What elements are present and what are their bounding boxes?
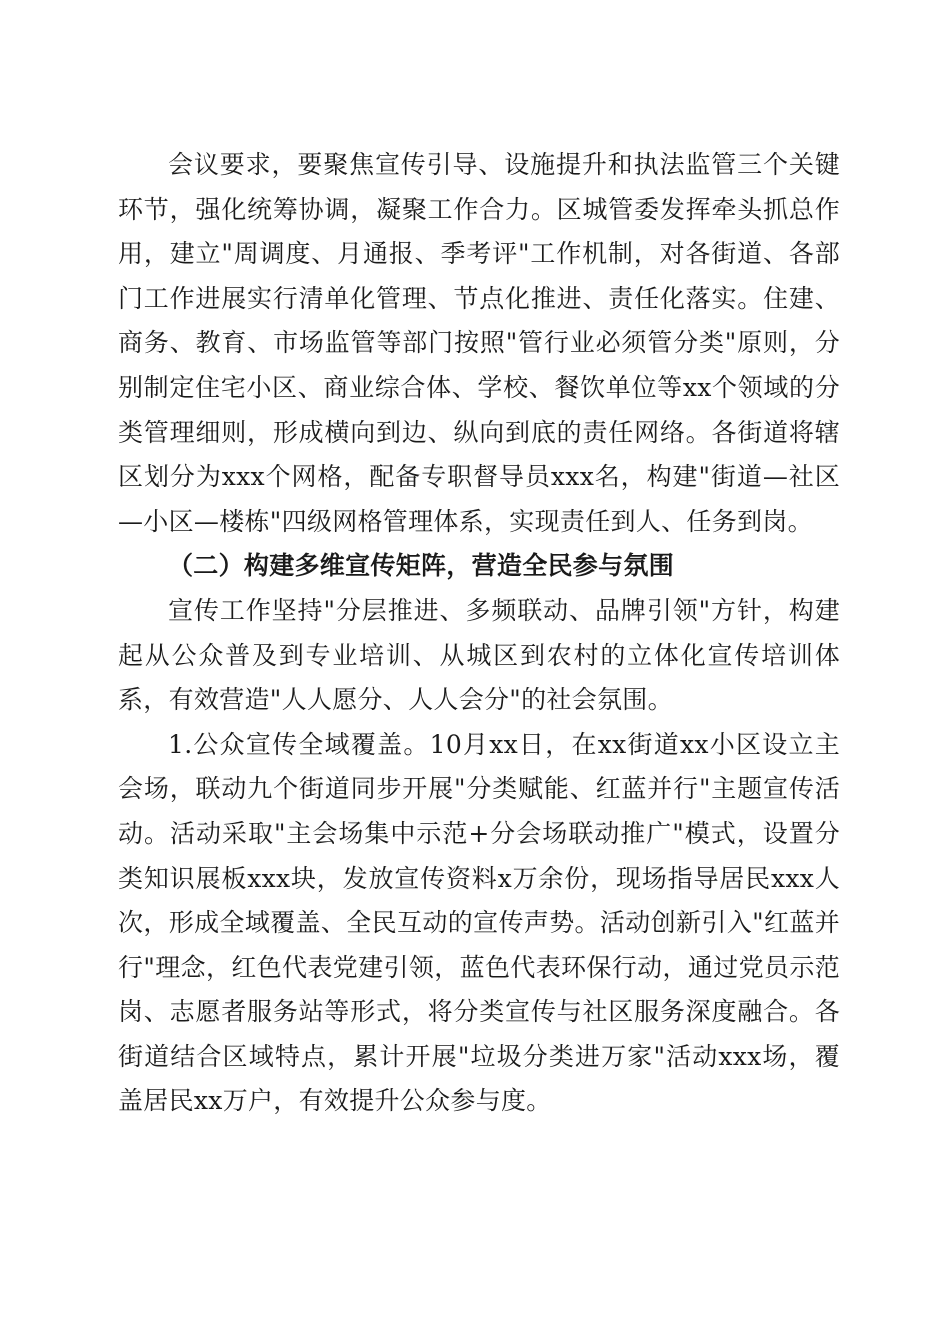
document-body xyxy=(118,143,840,1124)
section-heading-publicity-matrix: （二）构建多维宣传矩阵，营造全民参与氛围 xyxy=(168,551,675,581)
paragraph-meeting-requirements: 会议要求，要聚焦宣传引导、设施提升和执法监管三个关键环节，强化统筹协调，凝聚工作合力。区城管委发挥牵头抓总作用，建立"周调度、月通报、季考评"工作机制，对各街道、各部门工作进展实行清单化管理、节点化推进、责任化落实。住建、商务、教育、市场监管等部门按照"管行业必须管分类"原则，分别制定住宅小区、商业综合体、学校、餐饮单位等xx个领域的分类管理细则，形成横向到边、纵向到底的责任网络。各街道将辖区划分为xxx个网格，配备专职督导员xxx名，构建"街道—社区—小区—楼栋"四级网格管理体系，实现责任到人、任务到岗。 xyxy=(118,150,840,536)
paragraph-public-publicity-coverage: 1.公众宣传全域覆盖。10月xx日，在xx街道xx小区设立主会场，联动九个街道同步开展"分类赋能、红蓝并行"主题宣传活动。活动采取"主会场集中示范+分会场联动推广"模式，设置分类知识展板xxx块，发放宣传资料x万余份，现场指导居民xxx人次，形成全域覆盖、全民互动的宣传声势。活动创新引入"红蓝并行"理念，红色代表党建引领，蓝色代表环保行动，通过党员示范岗、志愿者服务站等形式，将分类宣传与社区服务深度融合。各街道结合区域特点，累计开展"垃圾分类进万家"活动xxx场，覆盖居民xx万户，有效提升公众参与度。 xyxy=(118,729,840,1116)
paragraph-publicity-principles: 宣传工作坚持"分层推进、多频联动、品牌引领"方针，构建起从公众普及到专业培训、从城区到农村的立体化宣传培训体系，有效营造"人人愿分、人人会分"的社会氛围。 xyxy=(118,595,840,715)
